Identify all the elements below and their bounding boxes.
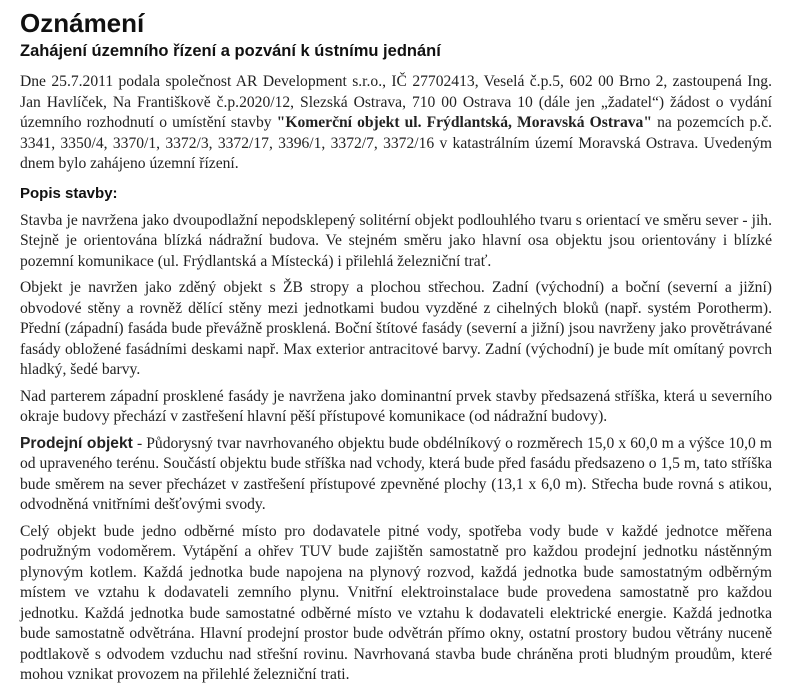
- description-paragraph-1: Stavba je navržena jako dvoupodlažní nepodsklepený solitérní objekt podlouhlého tvaru s orientací ve směru sever - jih. Stejně je orientována blízká nádražní budova. Ve stejném směru jako hlavní osa objektu jsou orientovány i blízké pozemní komunikace (ul. Frýdlantská a Místecká) i přilehlá železniční trať.: [20, 211, 772, 270]
- page-title: Oznámení: [20, 8, 145, 38]
- description-paragraph-2: Objekt je navržen jako zděný objekt s ŽB stropy a plochou střechou. Zadní (východní) a boční (severní a jižní) obvodové stěny a rovněž dělící stěny mezi jednotkami budou vyzděné z cihelných bloků (např. systém Porotherm). Přední (západní) fasáda bude převážně prosklená. Boční štítové fasády (severní a jižní) jsou navrženy jako provětrávané fasády obložené fasádními deskami např. Max exterior antracitové barvy. Zadní (východní) je bude mít omítaný povrch hladký, šedé barvy.: [20, 279, 772, 378]
- intro-text-after: na pozemcích p.č. 3341, 3350/4, 3370/1, 3372/3, 3372/17, 3396/1, 3372/7, 3372/16 v katastrálním území Moravská Ostrava. Uvedeným dnem bylo zahájeno územní řízení.: [20, 114, 773, 172]
- page-subtitle: Zahájení územního řízení a pozvání k ústnímu jednání: [20, 42, 441, 60]
- section-heading: Popis stavby:: [20, 184, 118, 202]
- paragraph-label: Prodejní objekt: [20, 434, 133, 452]
- description-paragraph-3: Nad parterem západní prosklené fasády je navržena jako dominantní prvek stavby předsazená stříška, která u severního okraje budovy přechází v zastřešení hlavní pěší přístupové komunikace (od nádražní budovy).: [20, 387, 772, 425]
- intro-paragraph: [20, 72, 772, 175]
- document-page: [20, 8, 772, 686]
- intro-text-before: Dne 25.7.2011 podala společnost AR Development s.r.o., IČ 27702413, Veselá č.p.5, 602 00 Brno 2, zastoupená Ing. Jan Havlíček, Na Františkově č.p.2020/12, Slezská Ostrava, 710 00 Ostrava 10 (dále jen „žadatel“) žádost o vydání územního rozhodnutí o umístění stavby: [20, 73, 772, 131]
- description-paragraph-5: Celý objekt bude jedno odběrné místo pro dodavatele pitné vody, spotřeba vody bude v každé jednotce měřena podružným vodoměrem. Vytápění a ohřev TUV bude zajištěn samostatně pro každou prodejní jednotku nástěnným plynovým kotlem. Každá jednotka bude napojena na plynový rozvod, každá jednotka bude samostatným odběrným místem ve vztahu k dodavateli zemního plynu. Vnitřní elektroinstalace bude provedena samostatně pro každou jednotku. Každá jednotka bude samostatné odběrné místo ve vztahu k dodavateli elektrické energie. Každá jednotka bude samostatně odvětrána. Hlavní prodejní prostor bude odvětrán přímo okny, ostatní prostory budou větrány nuceně podtlakově s odvodem vzduchu nad střešní rovinu. Navrhovaná stavba bude chráněna proti bludným proudům, které mohou vznikat provozem na přilehlé železniční trati.: [20, 522, 772, 683]
- paragraph-4-text: - Půdorysný tvar navrhovaného objektu bude obdélníkový o rozměrech 15,0 x 60,0 m a výšce 10,0 m od upraveného terénu. Součástí objektu bude stříška nad vchody, která bude před fasádu předsazeno o 1,5 m, tato stříška bude směrem na sever přecházet v zastřešení přístupové zpevněné plochy (13,1 x 6,0 m). Střecha bude rovná s atikou, odvodněná vnitřními dešťovými svody.: [20, 434, 772, 513]
- project-name: "Komerční objekt ul. Frýdlantská, Moravská Ostrava": [276, 114, 653, 131]
- description-paragraph-4: [20, 434, 772, 516]
